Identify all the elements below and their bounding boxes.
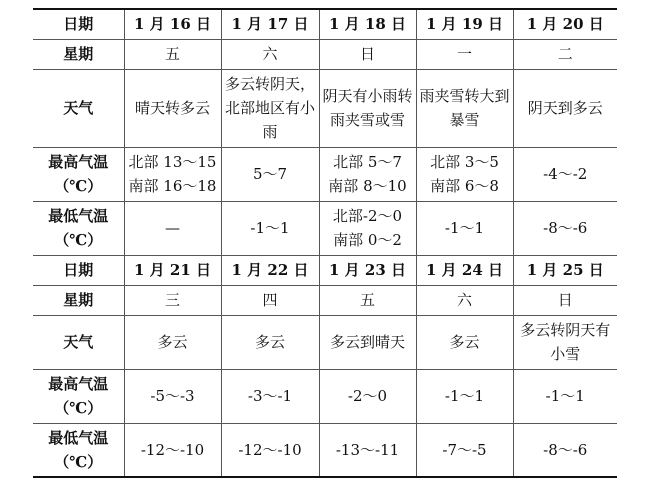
high-temp-label-line: 最高气温 — [48, 375, 109, 393]
high-temp-label-unit: （℃） — [54, 399, 103, 417]
low-temp-label-unit: （℃） — [54, 452, 103, 471]
weather-cell: 多云 — [416, 315, 513, 369]
date-cell: 1 月 22 日 — [221, 255, 319, 285]
high-temp-cell: -4～-2 — [513, 147, 617, 201]
high-temp-cell: -1～1 — [416, 369, 513, 423]
date-cell: 1 月 25 日 — [513, 255, 617, 285]
date-cell: 1 月 21 日 — [124, 255, 221, 285]
weather-cell: 多云 — [221, 315, 319, 369]
weather-cell: 多云到晴天 — [319, 315, 416, 369]
weather-cell: 多云转阴天，北部地区有小雨 — [221, 69, 319, 147]
weekday-cell: 三 — [124, 285, 221, 315]
low-temp-south: 南部 0～2 — [333, 231, 402, 249]
high-temp-north: 北部 5～7 — [333, 153, 402, 171]
weekday-cell: 日 — [513, 285, 617, 315]
low-temp-label-line: 最低气温 — [48, 207, 109, 225]
weekday-cell: 二 — [513, 39, 617, 69]
high-temp-cell: -1～1 — [513, 369, 617, 423]
high-temp-cell — [124, 147, 221, 201]
low-temp-label — [33, 423, 124, 477]
low-temp-cell — [319, 201, 416, 255]
high-temp-label-unit: （℃） — [54, 177, 103, 195]
high-temp-cell: -5～-3 — [124, 369, 221, 423]
low-temp-cell: -1～1 — [416, 201, 513, 255]
date-row — [33, 255, 617, 285]
high-temp-row — [33, 369, 617, 423]
date-cell: 1 月 16 日 — [124, 9, 221, 39]
weather-cell: 雨夹雪转大到暴雪 — [416, 69, 513, 147]
low-temp-cell: -1～1 — [221, 201, 319, 255]
weather-label: 天气 — [33, 315, 124, 369]
weekday-label: 星期 — [33, 39, 124, 69]
weekday-cell: 五 — [124, 39, 221, 69]
high-temp-south: 南部 8～10 — [328, 177, 407, 195]
weekday-cell: 日 — [319, 39, 416, 69]
date-label: 日期 — [33, 255, 124, 285]
high-temp-cell — [416, 147, 513, 201]
low-temp-cell: -8～-6 — [513, 423, 617, 477]
weekday-cell: 一 — [416, 39, 513, 69]
low-temp-label-unit: （℃） — [54, 231, 103, 249]
date-cell: 1 月 18 日 — [319, 9, 416, 39]
weather-cell: 多云 — [124, 315, 221, 369]
low-temp-row — [33, 423, 617, 477]
high-temp-north: 北部 3～5 — [430, 153, 499, 171]
date-cell: 1 月 20 日 — [513, 9, 617, 39]
low-temp-cell: -8～-6 — [513, 201, 617, 255]
high-temp-row — [33, 147, 617, 201]
weekday-cell: 六 — [416, 285, 513, 315]
weekday-label: 星期 — [33, 285, 124, 315]
high-temp-cell: -2～0 — [319, 369, 416, 423]
low-temp-row — [33, 201, 617, 255]
low-temp-label — [33, 201, 124, 255]
weekday-row — [33, 285, 617, 315]
high-temp-north: 北部 13～15 — [128, 153, 217, 171]
date-label: 日期 — [33, 9, 124, 39]
weekday-cell: 五 — [319, 285, 416, 315]
high-temp-cell: -3～-1 — [221, 369, 319, 423]
weekday-cell: 六 — [221, 39, 319, 69]
high-temp-south: 南部 16～18 — [128, 177, 217, 195]
weekday-cell: 四 — [221, 285, 319, 315]
high-temp-label — [33, 369, 124, 423]
weather-row — [33, 315, 617, 369]
low-temp-cell: -13～-11 — [319, 423, 416, 477]
low-temp-north: 北部-2～0 — [332, 207, 403, 225]
high-temp-label-line: 最高气温 — [48, 153, 109, 171]
high-temp-cell: 5～7 — [221, 147, 319, 201]
date-cell: 1 月 24 日 — [416, 255, 513, 285]
date-cell: 1 月 19 日 — [416, 9, 513, 39]
low-temp-label-line: 最低气温 — [48, 428, 109, 447]
weather-cell: 晴天转多云 — [124, 69, 221, 147]
date-cell: 1 月 23 日 — [319, 255, 416, 285]
low-temp-cell: — — [124, 201, 221, 255]
weather-label: 天气 — [33, 69, 124, 147]
weather-row — [33, 69, 617, 147]
weekday-row — [33, 39, 617, 69]
weather-cell: 阴天到多云 — [513, 69, 617, 147]
high-temp-label — [33, 147, 124, 201]
weather-forecast-table — [33, 8, 617, 478]
date-cell: 1 月 17 日 — [221, 9, 319, 39]
weather-cell: 阴天有小雨转雨夹雪或雪 — [319, 69, 416, 147]
high-temp-south: 南部 6～8 — [430, 177, 499, 195]
weather-cell: 多云转阴天有小雪 — [513, 315, 617, 369]
low-temp-cell: -12～-10 — [221, 423, 319, 477]
low-temp-cell: -7～-5 — [416, 423, 513, 477]
high-temp-cell — [319, 147, 416, 201]
date-row — [33, 9, 617, 39]
low-temp-cell: -12～-10 — [124, 423, 221, 477]
